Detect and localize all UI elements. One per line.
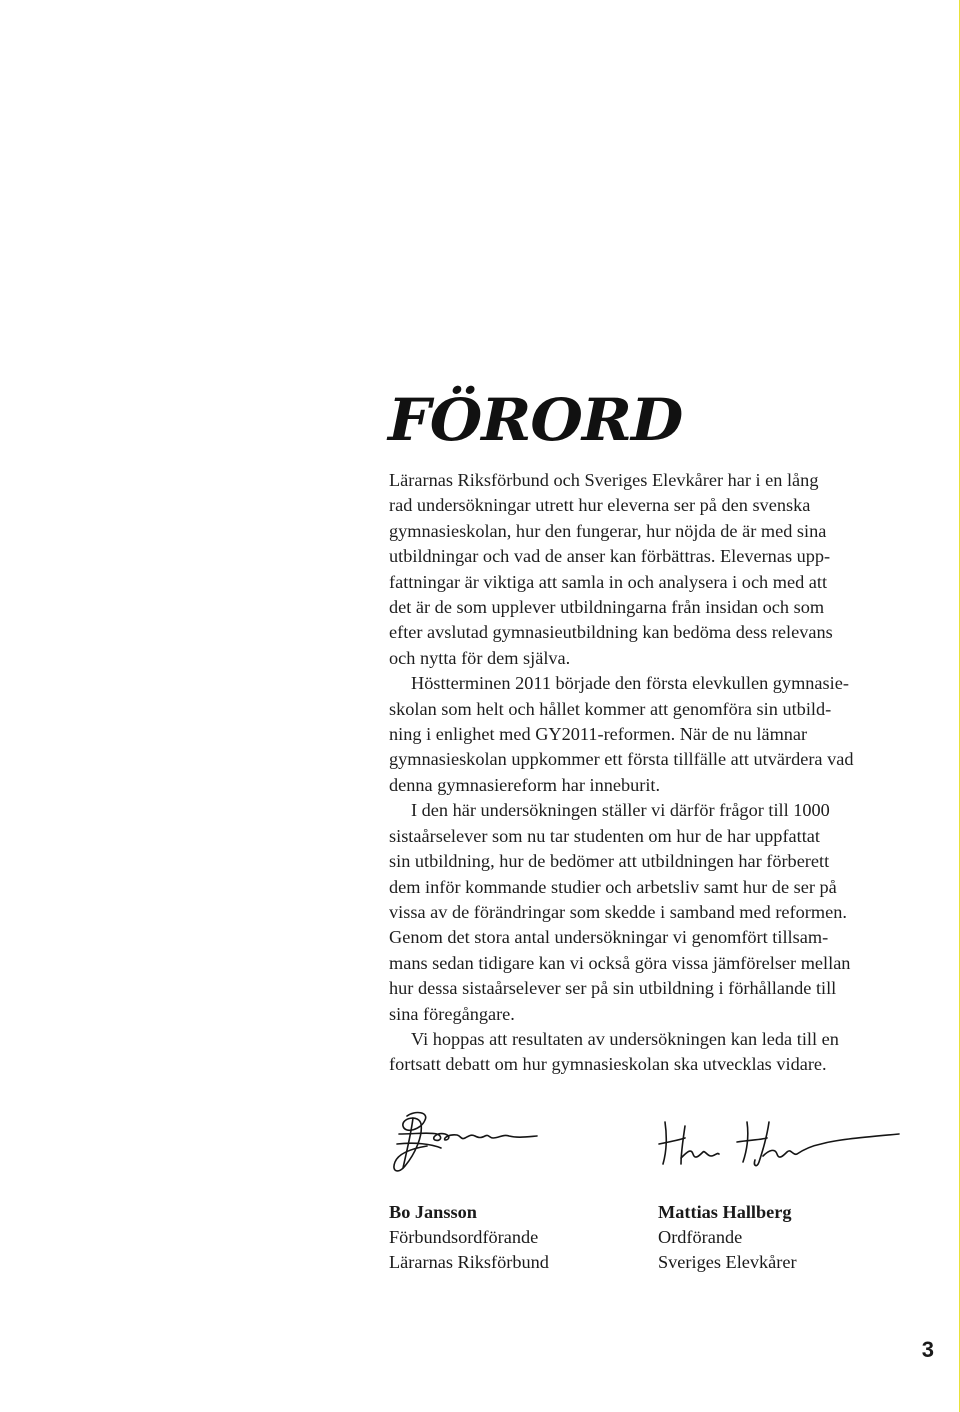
text-line: hur dessa sistaårselever ser på sin utbildning i förhållande till xyxy=(389,978,837,999)
text-line: sistaårselever som nu tar studenten om hur de har uppfattat xyxy=(389,825,821,846)
text-line: fattningar är viktiga att samla in och analysera i och med att xyxy=(389,571,828,592)
page-number: 3 xyxy=(921,1337,934,1362)
signatory-block-right xyxy=(658,1200,797,1275)
paragraph-4 xyxy=(389,1027,909,1078)
text-line: mans sedan tidigare kan vi också göra vissa jämförelser mellan xyxy=(389,952,851,973)
signatory-name: Bo Jansson xyxy=(389,1202,477,1222)
paragraph-3 xyxy=(389,798,909,1027)
text-line: efter avslutad gymnasieutbildning kan bedöma dess relevans xyxy=(389,622,833,643)
signatory-organization: Lärarnas Riksförbund xyxy=(389,1252,549,1272)
text-line: gymnasieskolan, hur den fungerar, hur nöjda de är med sina xyxy=(389,520,827,541)
text-line: Höstterminen 2011 började den första elevkullen gymnasie- xyxy=(411,673,849,694)
signatory-organization: Sveriges Elevkårer xyxy=(658,1252,797,1272)
signature-bo-jansson xyxy=(385,1104,555,1184)
page-title: FÖRORD xyxy=(388,386,683,454)
text-line: och nytta för dem själva. xyxy=(389,647,571,668)
text-line: skolan som helt och hållet kommer att genomföra sin utbild- xyxy=(389,698,832,719)
text-line: sina föregångare. xyxy=(389,1003,515,1024)
signatory-block-left xyxy=(389,1200,549,1275)
text-line: utbildningar och vad de anser kan förbättras. Elevernas upp- xyxy=(389,546,831,567)
text-line: sin utbildning, hur de bedömer att utbildningen har förberett xyxy=(389,851,830,872)
text-line: denna gymnasiereform har inneburit. xyxy=(389,774,661,795)
paragraph-2 xyxy=(389,671,909,798)
signatory-name: Mattias Hallberg xyxy=(658,1202,792,1222)
text-line: fortsatt debatt om hur gymnasieskolan ska utvecklas vidare. xyxy=(389,1054,827,1075)
signatory-role: Ordförande xyxy=(658,1227,743,1247)
signature-mattias-hallberg xyxy=(655,1112,905,1172)
foreword-body xyxy=(389,468,909,1078)
text-line: vissa av de förändringar som skedde i samband med reformen. xyxy=(389,901,847,922)
text-line: I den här undersökningen ställer vi därför frågor till 1000 xyxy=(411,800,830,821)
text-line: gymnasieskolan uppkommer ett första tillfälle att utvärdera vad xyxy=(389,749,854,770)
text-line: det är de som upplever utbildningarna från insidan och som xyxy=(389,597,825,618)
signatory-role: Förbundsordförande xyxy=(389,1227,539,1247)
text-line: Vi hoppas att resultaten av undersökningen kan leda till en xyxy=(411,1028,839,1049)
text-line: Lärarnas Riksförbund och Sveriges Elevkårer har i en lång xyxy=(389,470,819,490)
paragraph-1 xyxy=(389,468,909,671)
text-line: dem inför kommande studier och arbetsliv samt hur de ser på xyxy=(389,876,837,897)
text-line: ning i enlighet med GY2011-reformen. När de nu lämnar xyxy=(389,724,808,745)
text-line: rad undersökningar utrett hur eleverna ser på den svenska xyxy=(389,495,811,516)
text-line: Genom det stora antal undersökningar vi genomfört tillsam- xyxy=(389,927,829,948)
